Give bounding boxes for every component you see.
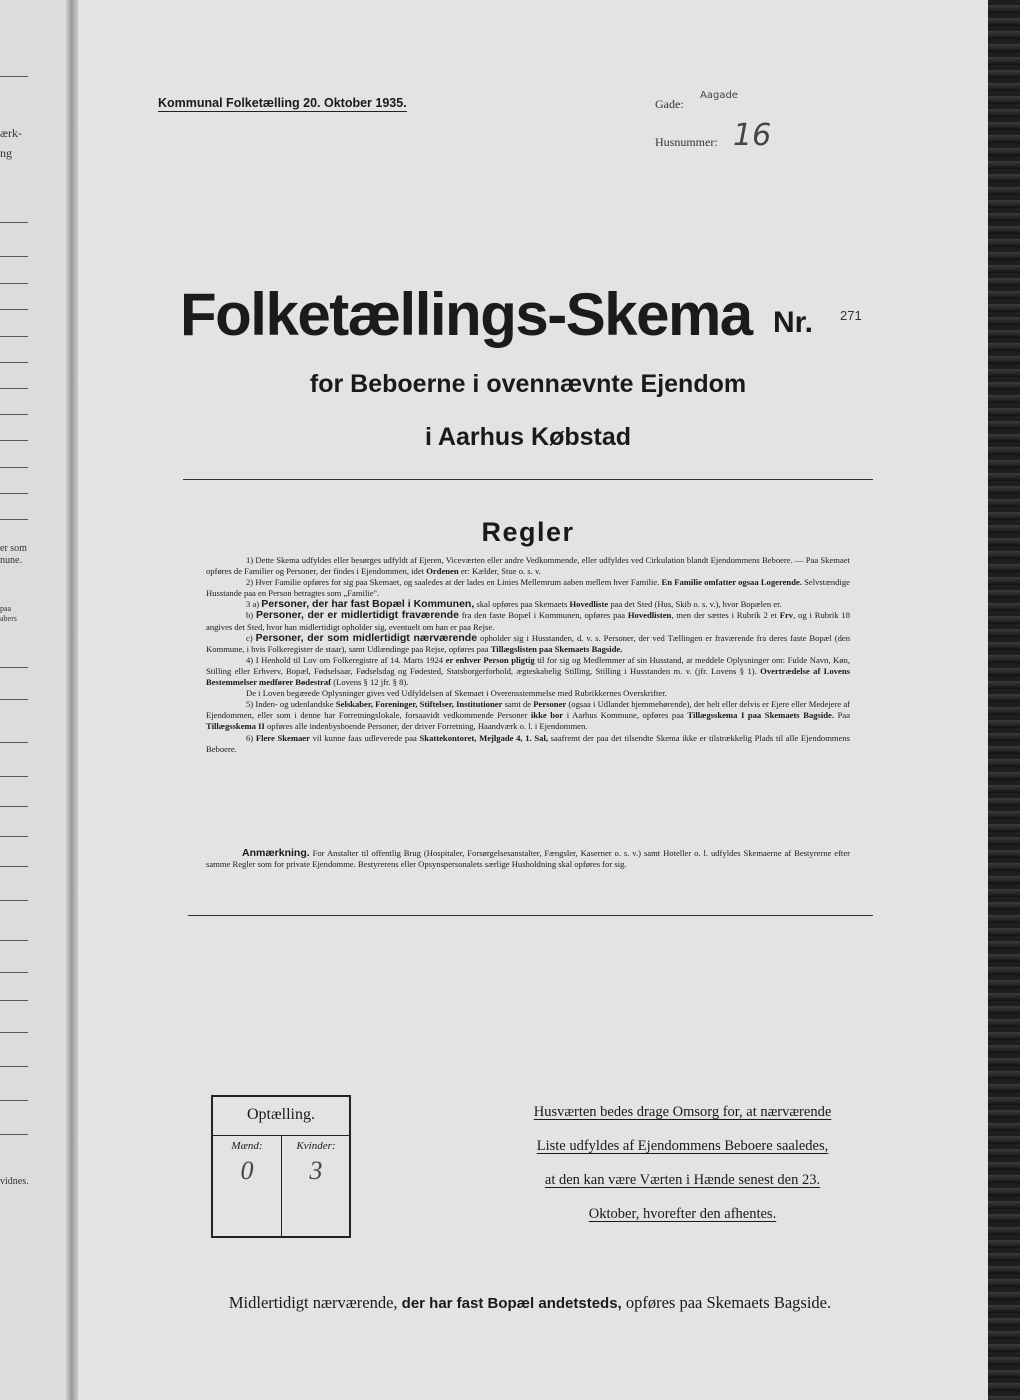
footer-note: Midlertidigt nærværende, der har fast Bopæl andetsteds, opføres paa Skemaets Bagside.	[228, 1293, 832, 1312]
regler-heading: Regler	[481, 517, 575, 547]
kvinder-value: 3	[309, 1156, 323, 1185]
notice-line: Oktober, hvorefter den afhentes.	[588, 1206, 777, 1222]
maend-label: Mænd:	[231, 1140, 263, 1152]
kvinder-column	[282, 1135, 350, 1236]
divider	[0, 362, 28, 363]
left-page-text: er som	[0, 543, 27, 554]
notice-line: at den kan være Værten i Hænde senest den 23.	[544, 1172, 821, 1188]
left-page-fragment	[0, 0, 74, 1400]
divider	[0, 283, 28, 284]
divider	[0, 836, 28, 837]
divider	[0, 806, 28, 807]
left-page-text: abers	[0, 614, 17, 623]
gade-value: Aagade	[700, 90, 738, 101]
divider	[0, 1066, 28, 1067]
maend-value: 0	[240, 1156, 254, 1185]
left-page-text: ærk-	[0, 126, 22, 140]
divider	[188, 915, 873, 916]
gade-label: Gade:	[655, 97, 684, 111]
divider	[0, 493, 28, 494]
form-title: Folketællings-Skema	[180, 281, 752, 348]
divider	[0, 1134, 28, 1135]
landlord-notice	[510, 1100, 855, 1236]
kvinder-label: Kvinder:	[296, 1140, 336, 1152]
left-page-text: nune.	[0, 555, 22, 566]
census-header: Kommunal Folketælling 20. Oktober 1935.	[158, 96, 407, 110]
form-location: i Aarhus Købstad	[424, 423, 632, 451]
divider	[0, 222, 28, 223]
divider	[0, 76, 28, 77]
divider	[0, 1000, 28, 1001]
maend-column	[213, 1135, 282, 1236]
divider	[0, 256, 28, 257]
notice-line: Husværten bedes drage Omsorg for, at nærværende	[533, 1104, 832, 1120]
divider	[0, 1032, 28, 1033]
divider	[0, 972, 28, 973]
divider	[0, 940, 28, 941]
divider	[0, 900, 28, 901]
left-page-text: paa	[0, 604, 12, 613]
anmaerkning-note: Anmærkning. For Anstalter til offentlig Brug (Hospitaler, Forsørgelsesanstalter, Fængsler, Kaserner o. s. v.) samt Hoteller o. l. udfyldes Skemaerne af Bestyrerne efter samme Regler som for private Ejendomme. Bestyrerens eller Opsynspersonalets særlige Husholdning skal opføres for sig.	[206, 847, 850, 870]
rules-text: 1) Dette Skema udfyldes eller besørges udfyldt af Ejeren, Viceværten eller andre Vedkommende, eller udfyldes ved Cirkulation blandt Ejendommens Beboere. — Paa Skemaet opføres de Familier og Personer, der findes i Ejendommen, idet Ordenen er: Kælder, Stue o. s. v. 2) Hver Familie opføres for sig paa Skemaet, og saaledes at der lades en Linies Mellemrum aaben mellem hver Familie. En Familie omfatter ogsaa Logerende. Selvstændige Husstande paa en Person betragtes som „Familie". 3 a) Personer, der har fast Bopæl i Kommunen, skal opføres paa Skemaets Hovedliste paa det Sted (Hus, Skib o. s. v.), hvor Bopælen er. b) Personer, der er midlertidigt fraværende fra den faste Bopæl i Kommunen, opføres paa Hovedlisten, men der sættes i Rubrik 2 et Frv, og i Rubrik 18 angives det Sted, hvor han midlertidigt opholder sig, eventuelt om han er paa Rejse. c) Personer, der som midlertidigt nærværende opholder sig i Husstanden, d. v. s. Personer, der ved Tællingen er fraværende fra deres faste Bopæl (den Kommune, i hvis Folkeregister de staar), samt Udlændinge paa Rejse, opføres paa Tillægslisten paa Skemaets Bagside. 4) I Henhold til Lov om Folkeregistre af 14. Marts 1924 er enhver Person pligtig til for sig og Medlemmer af sin Husstand, at meddele Oplysninger om: Fulde Navn, Køn, Stilling eller Erhverv, Bopæl, Fødselsaar, Fødselsdag og Fødested, Statsborgerforhold, ægteskabelig Stilling, Stilling i Husstanden m. v. (jfr. Lovens § 1). Overtrædelse af Lovens Bestemmelser medfører Bødestraf (Lovens § 12 jfr. § 8). De i Loven begærede Oplysninger gives ved Udfyldelsen af Skemaet i Overensstemmelse med Rubrikkernes Overskrifter. 5) Inden- og udenlandske Selskaber, Foreninger, Stiftelser, Institutioner samt de Personer (ogsaa i Udlandet hjemmehørende), der helt eller delvis er Ejere eller Medejere af Ejendommen, eller som i denne har Forretningslokale, forsaavidt vedkommende Personer ikke bor i Aarhus Kommune, opføres paa Tillægsskema I paa Skemaets Bagside. Paa Tillægsskema II opføres alle indenbysboende Personer, der driver Forretning, Haandværk o. l. i Ejendommen. 6) Flere Skemaer vil kunne faas udleverede paa Skattekontoret, Mejlgade 4, 1. Sal, saafremt der paa det tilsendte Skema ikke er tilstrækkelig Plads til alle Ejendommens Beboere.	[206, 555, 851, 754]
divider	[0, 388, 28, 389]
divider	[0, 699, 28, 700]
divider	[0, 776, 28, 777]
nr-value: 271	[840, 308, 862, 323]
divider	[0, 667, 28, 668]
divider	[183, 479, 873, 480]
divider	[0, 519, 28, 520]
left-page-text: ng	[0, 146, 12, 160]
husnummer-value: 16	[733, 118, 772, 153]
optaelling-title: Optælling.	[213, 1097, 349, 1136]
divider	[0, 336, 28, 337]
left-page-text: vidnes.	[0, 1176, 29, 1187]
optaelling-box	[211, 1095, 351, 1238]
form-subtitle: for Beboerne i ovennævnte Ejendom	[309, 370, 747, 398]
husnummer-label: Husnummer:	[655, 135, 718, 149]
divider	[0, 440, 28, 441]
divider	[0, 414, 28, 415]
divider	[0, 309, 28, 310]
divider	[0, 866, 28, 867]
notice-line: Liste udfyldes af Ejendommens Beboere saaledes,	[536, 1138, 829, 1154]
book-edge	[988, 0, 1020, 1400]
divider	[0, 742, 28, 743]
nr-label: Nr.	[773, 306, 814, 339]
divider	[0, 467, 28, 468]
divider	[0, 1100, 28, 1101]
